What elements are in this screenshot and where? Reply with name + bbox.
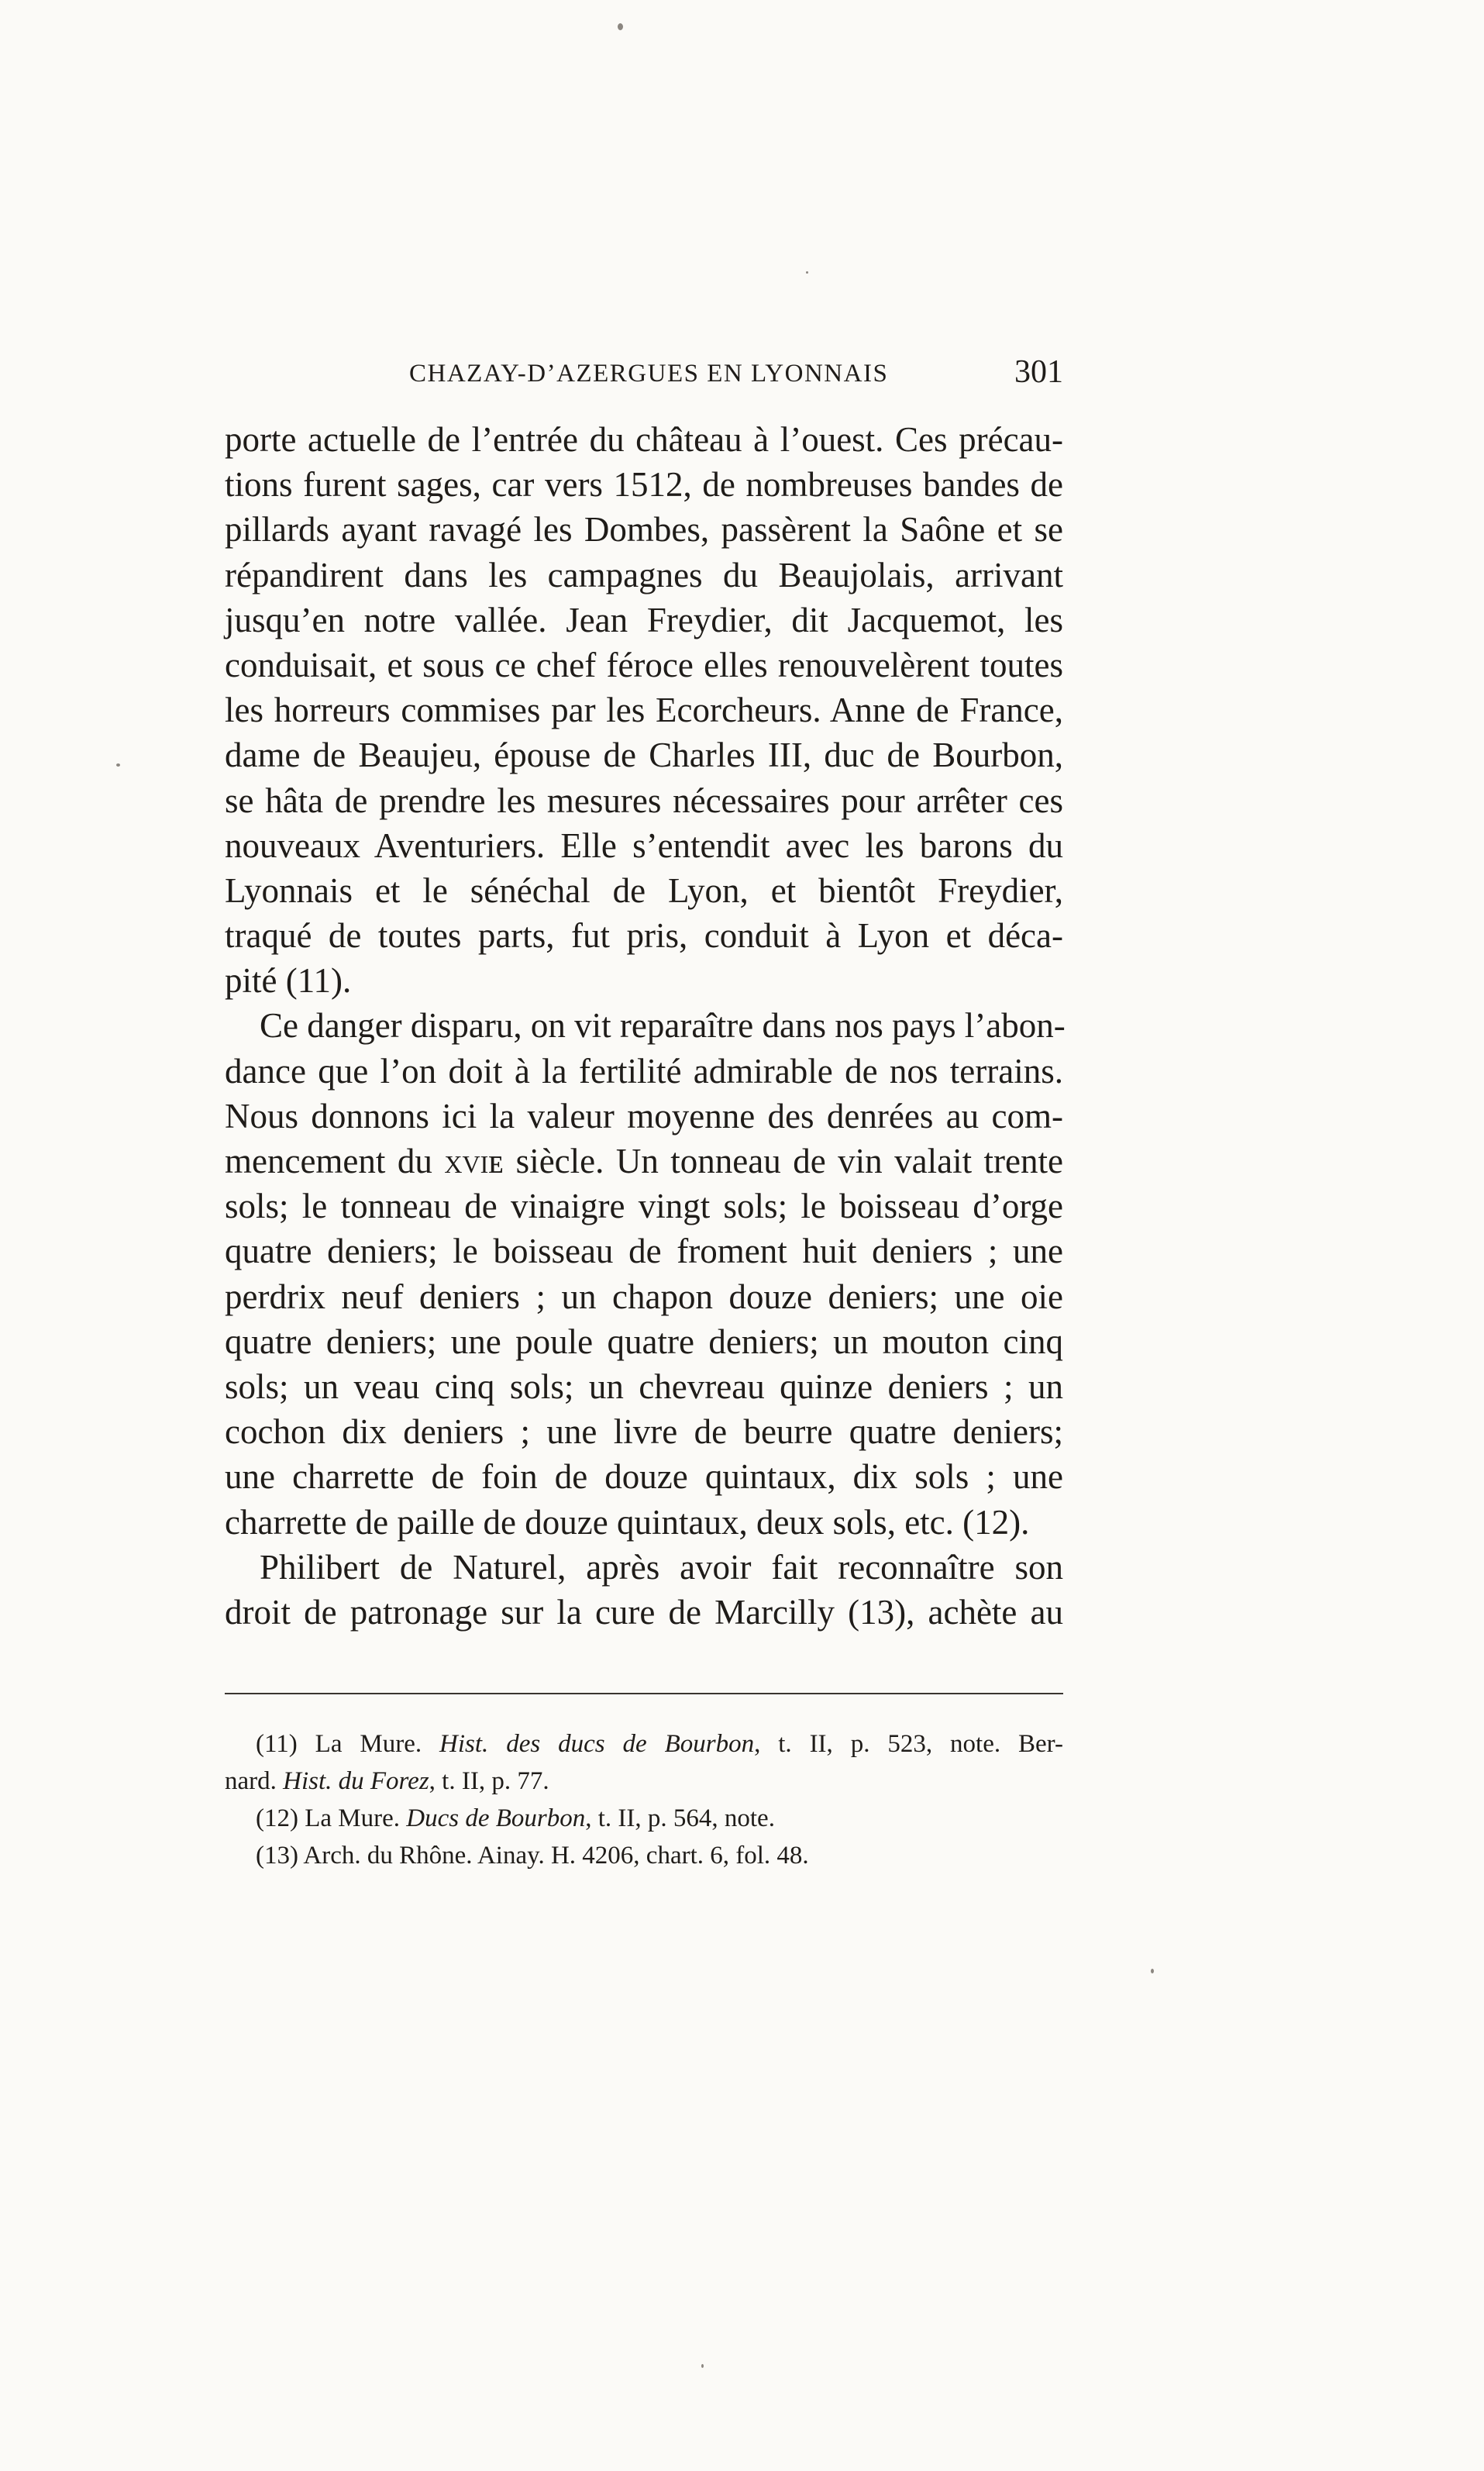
footnote-12 <box>225 1800 1063 1837</box>
text-line: sols; le tonneau de vinaigre vingt sols; le boisseau d’orge <box>225 1187 1063 1226</box>
text-line: conduisait, et sous ce chef féroce elles renouvelèrent toutes <box>225 645 1063 684</box>
text-fragment: ᴇ siècle. Un tonneau de vin valait trente <box>488 1142 1063 1180</box>
century-smallcaps: xvi <box>444 1142 489 1180</box>
text-line: nouveaux Aventuriers. Elle s’entendit avec les barons du <box>225 825 1063 865</box>
text-line: cochon dix deniers ; une livre de beurre quatre deniers; <box>225 1412 1063 1452</box>
text-line: tions furent sages, car vers 1512, de nombreuses bandes de <box>225 465 1063 505</box>
text-line: se hâta de prendre les mesures nécessaires pour arrêter ces <box>225 781 1063 820</box>
running-title: CHAZAY-D’AZERGUES EN LYONNAIS <box>409 360 889 388</box>
footnote-11-line-2 <box>225 1763 1063 1800</box>
page-number: 301 <box>1014 354 1063 390</box>
scan-speck <box>1151 1969 1154 1973</box>
text-line: dame de Beaujeu, épouse de Charles III, duc de Bourbon, <box>225 736 1063 775</box>
footnote-text: nard. <box>225 1767 284 1795</box>
paragraph-2 <box>225 1003 1066 1544</box>
text-line: Ce danger disparu, on vit reparaître dans nos pays l’abon- <box>260 1006 1066 1046</box>
footnote-13: (13) Arch. du Rhône. Ainay. H. 4206, chart. 6, fol. 48. <box>256 1842 809 1870</box>
text-line: porte actuelle de l’entrée du château à l’ouest. Ces précau- <box>225 420 1063 459</box>
text-line: pité (11). <box>225 961 352 1001</box>
text-line: sols; un veau cinq sols; un chevreau quinze deniers ; un <box>225 1366 1063 1406</box>
text-line: droit de patronage sur la cure de Marcilly (13), achète au <box>225 1592 1063 1632</box>
text-line: répandirent dans les campagnes du Beaujolais, arrivant <box>225 555 1063 594</box>
footnote-text: (12) La Mure. <box>256 1804 407 1832</box>
text-line: les horreurs commises par les Ecorcheurs. Anne de France, <box>225 691 1063 730</box>
scan-speck <box>806 271 808 274</box>
text-line: Lyonnais et le sénéchal de Lyon, et bientôt Freydier, <box>225 870 1063 910</box>
footnote-rule <box>225 1693 1063 1694</box>
text-line: dance que l’on doit à la fertilité admirable de nos terrains. <box>225 1051 1063 1091</box>
text-line: quatre deniers; le boisseau de froment huit deniers ; une <box>225 1232 1063 1271</box>
paragraph-3 <box>225 1545 1063 1635</box>
footnote-text: , t. II, p. 77. <box>429 1767 549 1795</box>
text-line: Philibert de Naturel, après avoir fait reconnaître son <box>260 1547 1063 1587</box>
text-line: charrette de paille de douze quintaux, deux sols, etc. (12). <box>225 1502 1030 1542</box>
scan-speck <box>618 23 623 30</box>
footnote-text: (11) La Mure. <box>256 1730 440 1758</box>
footnote-text: , t. II, p. 564, note. <box>585 1804 775 1832</box>
footnote-title: Hist. du Forez <box>283 1767 429 1795</box>
footnote-title: Hist. des ducs de Bourbon <box>439 1730 755 1758</box>
footnote-11-line-1 <box>225 1725 1063 1763</box>
page-header <box>225 350 1063 397</box>
text-line: une charrette de foin de douze quintaux, dix sols ; une <box>225 1457 1063 1497</box>
footnote-text: , t. II, p. 523, note. Ber- <box>754 1730 1063 1758</box>
text-line: pillards ayant ravagé les Dombes, passèrent la Saône et se <box>225 510 1063 550</box>
text-line: Nous donnons ici la valeur moyenne des denrées au com- <box>225 1096 1063 1136</box>
footnote-title: Ducs de Bourbon <box>406 1804 586 1832</box>
text-line: traqué de toutes parts, fut pris, conduit à Lyon et déca- <box>225 916 1063 956</box>
text-fragment: mencement du <box>225 1142 445 1180</box>
text-line: jusqu’en notre vallée. Jean Freydier, dit Jacquemot, les <box>225 600 1063 639</box>
body-text <box>225 417 1066 1635</box>
text-line-with-century <box>225 1139 1063 1184</box>
text-line: perdrix neuf deniers ; un chapon douze deniers; une oie <box>225 1277 1063 1316</box>
scan-speck <box>701 2364 704 2368</box>
text-line: quatre deniers; une poule quatre deniers; un mouton cinq <box>225 1322 1063 1361</box>
paragraph-1 <box>225 417 1063 1003</box>
footnotes <box>225 1725 1063 1874</box>
scan-speck <box>116 763 120 767</box>
